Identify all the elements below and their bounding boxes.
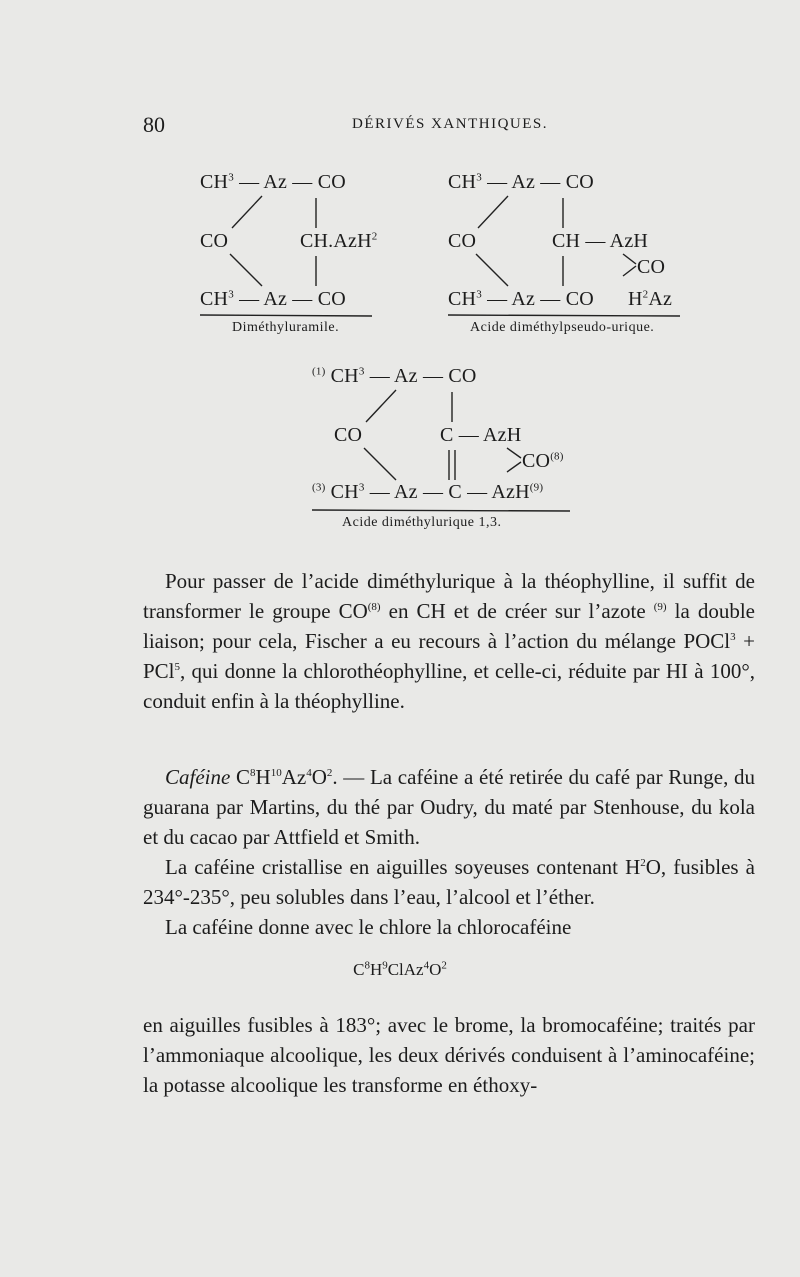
cafeine-heading: Caféine — [165, 765, 231, 789]
paragraph-theophylline: Pour passer de l’acide diméthylurique à la théophylline, il suffit de transformer le groupe CO$^{(8)}$ en CH et de créer sur l’azote $^{(9)}$ la double liaison; pour cela, Fischer a eu recours à l’action du mélange POCl$^3$ + PCl$^5$, qui donne la chlorothéophylline, et celle-ci, réduite par HI à 100°, conduit enfin à la théophylline. — [143, 569, 755, 713]
struct3-mid-right: C — AzH — [440, 424, 522, 446]
struct1-mid-left: CO — [200, 230, 229, 252]
struct2-mid-left: CO — [448, 230, 477, 252]
struct2-top-row: $CH^3$ — Az — CO — [448, 171, 594, 193]
paragraph-cristallise: La caféine cristallise en aiguilles soyeuses contenant $H^2O$, fusibles à 234°-235°, peu solubles dans l’eau, l’alcool et l’éther. — [143, 855, 755, 909]
struct3-bottom-row: $^{(3)}$ $CH^3$ — Az — C — AzH$^{(9)}$ — [312, 481, 544, 503]
struct2-caption: Acide diméthylpseudo-urique. — [470, 320, 655, 335]
struct1-caption: Diméthyluramile. — [232, 320, 340, 335]
struct3-caption: Acide diméthylurique 1,3. — [342, 515, 502, 530]
page-number: 80 — [143, 112, 165, 137]
running-title: DÉRIVÉS XANTHIQUES. — [352, 116, 548, 132]
struct1-bottom-row: $CH^3$ — Az — CO — [200, 288, 346, 310]
structure-bonds — [0, 0, 800, 560]
paragraph-cafeine: Caféine $C^8H^{10}Az^4O^2$. — La caféine a été retirée du café par Runge, du guarana par Martins, du thé par Oudry, du maté par Stenhouse, du kola et du cacao par Attfield et Smith. La caféine cristallise en aiguilles soyeuses contenant $H^2O$, fusibles à 234°-235°, peu solubles dans l’eau, l’alcool et l’éther. La caféine donne avec le chlore la chlorocaféine — [143, 762, 755, 942]
struct3-mid-left: CO — [334, 424, 363, 446]
struct1-top-row: $CH^3$ — Az — CO — [200, 171, 346, 193]
struct2-bottom-extra: $H^2Az$ — [628, 288, 673, 310]
struct2-side-co: CO — [637, 256, 666, 278]
paragraph-bromocafeine: en aiguilles fusibles à 183°; avec le brome, la bromocaféine; traités par l’ammoniaque alcoolique, les deux dérivés conduisent à l’aminocaféine; la potasse alcoolique les transforme en éthoxy- — [143, 1013, 755, 1097]
chlorocafeine-formula: $C^8H^9ClAz^4O^2$ — [353, 959, 447, 979]
struct3-top-row: $^{(1)}$ $CH^3$ — Az — CO — [312, 365, 477, 387]
struct2-mid-right: CH — AzH — [552, 230, 649, 252]
paragraph-chlorocafeine: La caféine donne avec le chlore la chlorocaféine — [165, 915, 572, 939]
struct2-bottom-row: $CH^3$ — Az — CO — [448, 288, 594, 310]
struct3-side-co: CO$^{(8)}$ — [522, 450, 564, 472]
struct1-mid-right: CH.AzH$^2$ — [300, 230, 378, 252]
